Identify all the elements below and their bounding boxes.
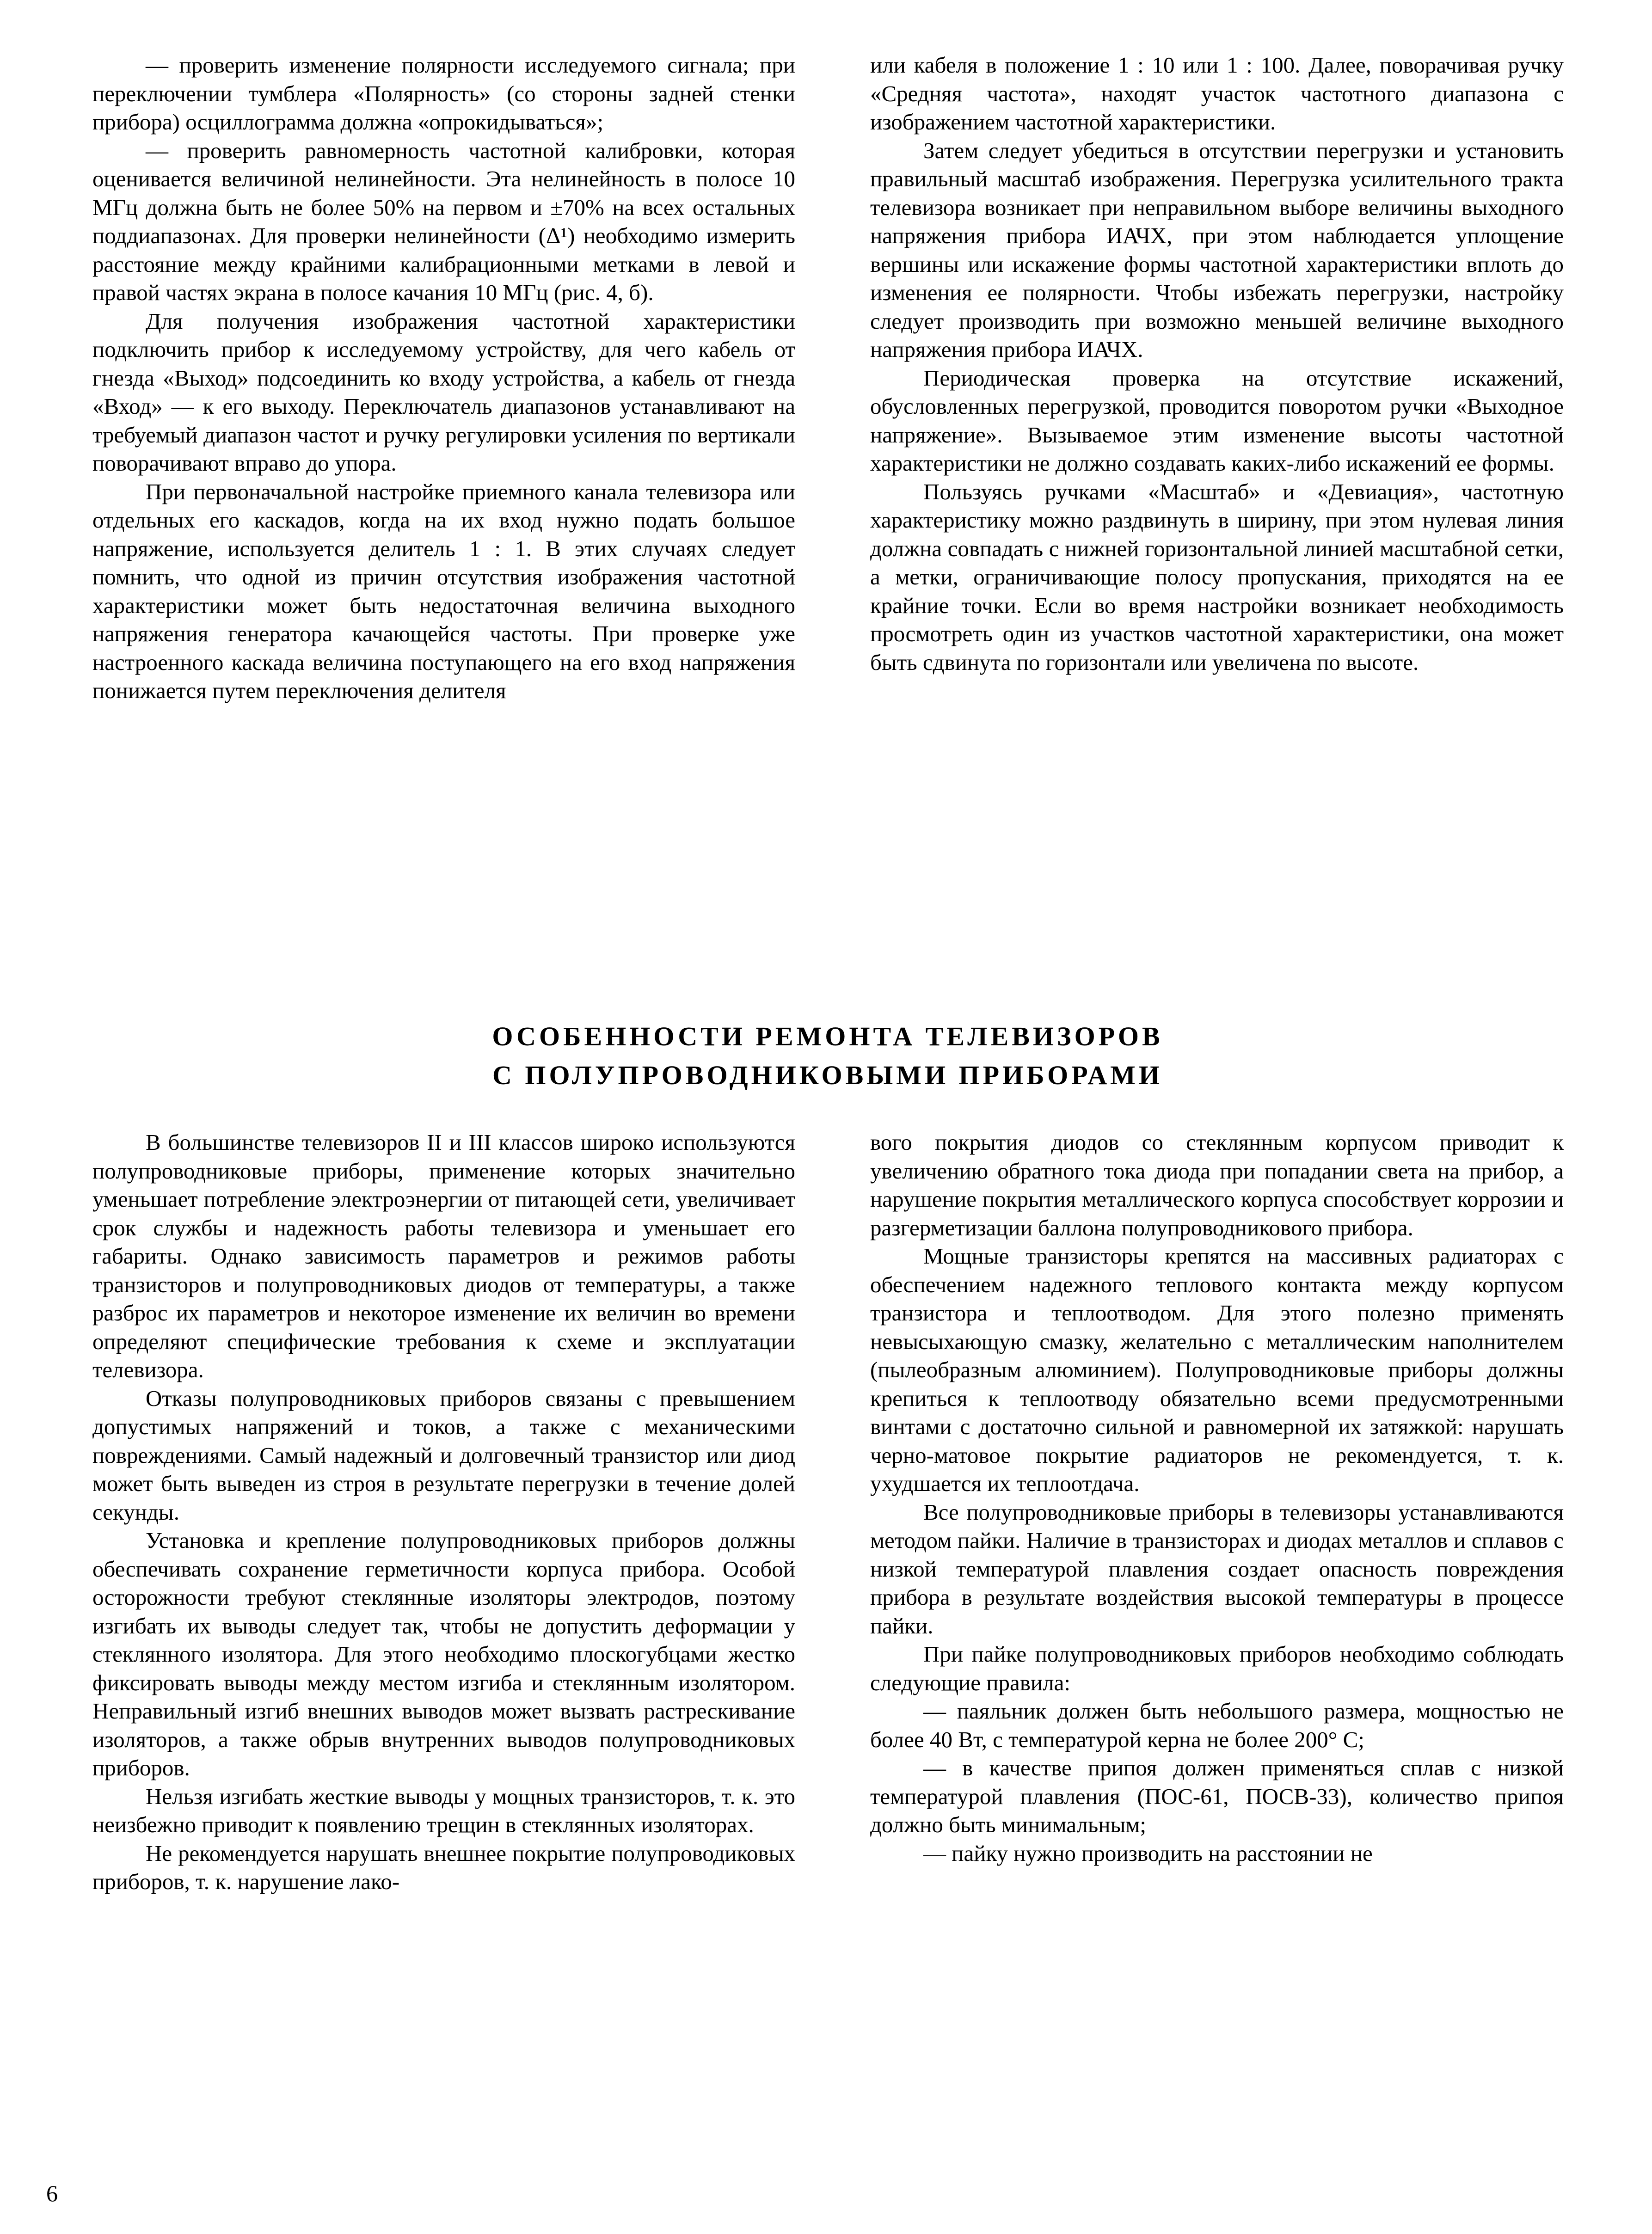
paragraph: Нельзя изгибать жесткие выводы у мощных транзисторов, т. к. это неизбежно приводит к появлению трещин в стеклянных изоляторах. [92,1783,795,1837]
list-item: — паяльник должен быть небольшого размера, мощностью не более 40 Вт, с температурой керна не более 200° С; [870,1698,1564,1752]
paragraph-continued: вого покрытия диодов со стеклянным корпусом приводит к увеличению обратного тока диода при попадании света на прибор, а нарушение покрытия металлического корпуса способствует коррозии и разгерметизации баллона полупроводникового прибора. [870,1129,1564,1240]
paragraph: При пайке полупроводниковых приборов необходимо соблюдать следующие правила: [870,1641,1564,1695]
paragraph: В большинстве телевизоров II и III классов широко используются полупроводниковые приборы, применение которых значительно уменьшает потребление электроэнергии от питающей сети, увеличивает срок службы и надежность работы телевизора и уменьшает его габариты. Однако зависимость параметров и режимов работы транзисторов и полупроводниковых диодов от температуры, а также разброс их параметров и некоторое изменение их величин во времени определяют специфические требования к схеме и эксплуатации телевизора. [92,1129,795,1382]
paragraph: Для получения изображения частотной характеристики подключить прибор к исследуемому устройству, для чего кабель от гнезда «Выход» подсоединить ко входу устройства, а кабель от гнезда «Вход» — к его выходу. Переключатель диапазонов устанавливают на требуемый диапазон частот и ручку регулировки усиления по вертикали поворачивают вправо до упора. [92,308,795,476]
paragraph: Отказы полупроводниковых приборов связаны с превышением допустимых напряжений и токов, а также с механическими повреждениями. Самый надежный и долговечный транзистор или диод может быть выведен из строя в результате перегрузки в течение долей секунды. [92,1385,795,1525]
top-right-column [870,51,1564,676]
paragraph: Установка и крепление полупроводниковых приборов должны обеспечивать сохранение герметичности корпуса прибора. Особой осторожности требуют стеклянные изоляторы электродов, поэтому изгибать их выводы следует так, чтобы не допустить деформации у стеклянного изолятора. Для этого необходимо плоскогубцами жестко фиксировать выводы между местом изгиба и стеклянным изолятором. Неправильный изгиб внешних выводов может вызвать растрескивание изоляторов, а также обрыв внутренних выводов полупроводниковых приборов. [92,1528,795,1780]
heading-line-2: С ПОЛУПРОВОДНИКОВЫМИ ПРИБОРАМИ [492,1060,1163,1090]
paragraph-continued: или кабеля в положение 1 : 10 или 1 : 100. Далее, поворачивая ручку «Средняя частота», находят участок частотного диапазона с изображением частотной характеристики. [870,52,1564,135]
top-left-column [92,51,795,705]
paragraph: Мощные транзисторы крепятся на массивных радиаторах с обеспечением надежного теплового контакта между корпусом транзистора и теплоотводом. Для этого полезно применять невысыхающую смазку, желательно с металлическим наполнителем (пылеобразным алюминием). Полупроводниковые приборы должны крепиться к теплоотводу обязательно всеми предусмотренными винтами с достаточно сильной и равномерной их затяжкой: нарушать черно-матовое покрытие радиаторов не рекомендуется, т. к. ухудшается их теплоотдача. [870,1243,1564,1496]
paragraph: Все полупроводниковые приборы в телевизоры устанавливаются методом пайки. Наличие в транзисторах и диодах металлов и сплавов с низкой температурой плавления создает опасность повреждения прибора в результате воздействия высокой температуры в процессе пайки. [870,1499,1564,1639]
paragraph: Затем следует убедиться в отсутствии перегрузки и установить правильный масштаб изображения. Перегрузка усилительного тракта телевизора возникает при неправильном выборе величины выходного напряжения прибора ИАЧХ, при этом наблюдается уплощение вершины или искажение формы частотной характеристики вплоть до изменения ее полярности. Чтобы избежать перегрузки, настройку следует производить при возможно меньшей величине выходного напряжения прибора ИАЧХ. [870,137,1564,362]
paragraph: Не рекомендуется нарушать внешнее покрытие полупроводиковых приборов, т. к. нарушение лако- [92,1840,795,1894]
list-item: — пайку нужно производить на расстоянии не [923,1840,1373,1866]
heading-line-1: ОСОБЕННОСТИ РЕМОНТА ТЕЛЕВИЗОРОВ [492,1021,1163,1051]
list-item: — в качестве припоя должен применяться сплав с низкой температурой плавления (ПОС-61, ПОСВ-33), количество припоя должно быть минимальным; [870,1755,1564,1837]
paragraph: — проверить равномерность частотной калибровки, которая оценивается величиной нелинейности. Эта нелинейность в полосе 10 МГц должна быть не более 50% на первом и ±70% на всех остальных поддиапазонах. Для проверки нелинейности (Δ¹) необходимо измерить расстояние между крайними калибрационными метками в левой и правой частях экрана в полосе качания 10 МГц (рис. 4, б). [92,137,795,305]
page-number: 6 [46,2180,58,2206]
paragraph: При первоначальной настройке приемного канала телевизора или отдельных его каскадов, когда на их вход нужно подать большое напряжение, используется делитель 1 : 1. В этих случаях следует помнить, что одной из причин отсутствия изображения частотной характеристики может быть недостаточная величина выходного напряжения генератора качающейся частоты. При проверке уже настроенного каскада величина поступающего на его вход напряжения понижается путем переключения делителя [92,479,795,703]
section-heading [92,1017,1563,1095]
paragraph: Периодическая проверка на отсутствие искажений, обусловленных перегрузкой, проводится поворотом ручки «Выходное напряжение». Вызываемое этим изменение высоты частотной характеристики не должно создавать каких-либо искажений ее формы. [870,365,1564,476]
paragraph: Пользуясь ручками «Масштаб» и «Девиация», частотную характеристику можно раздвинуть в ширину, при этом нулевая линия должна совпадать с нижней горизонтальной линией масштабной сетки, а метки, ограничивающие полосу пропускания, приходятся на ее крайние точки. Если во время настройки возникает необходимость просмотреть один из участков частотной характеристики, она может быть сдвинута по горизонтали или увеличена по высоте. [870,479,1564,675]
bottom-right-column [870,1128,1564,1867]
paragraph: — проверить изменение полярности исследуемого сигнала; при переключении тумблера «Полярность» (со стороны задней стенки прибора) осциллограмма должна «опрокидываться»; [92,52,795,135]
bottom-left-column [92,1128,795,1896]
